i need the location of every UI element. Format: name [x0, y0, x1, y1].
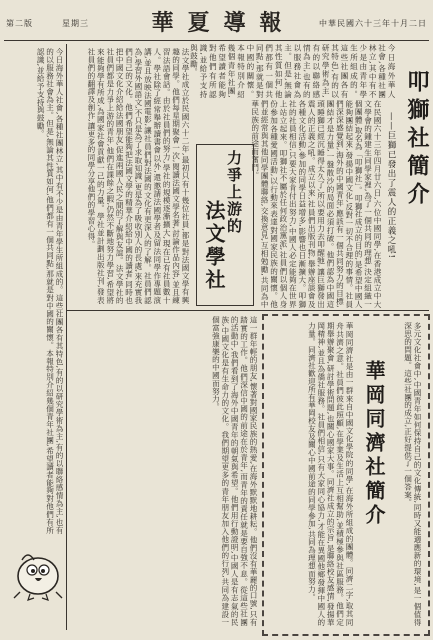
weekday: 星期三: [62, 19, 89, 28]
page-number: 第二版: [6, 19, 33, 28]
masthead: 華夏導報: [151, 10, 296, 36]
page-header: [4, 4, 429, 41]
article-body-koushi-top: 今日海外華人社會,各種社團林立,其中有不少是由青年學生所組成的。這些社團各有其特色,有的以研究學術為主,有的以聯絡感情為主,也有的以服務社會為主。但是,無論其性質如何,他們都有一個共同點,那就是對中國的關懷。本報特別介紹幾個青年社團,希望讀者能夠對他們有所認識,並給予支持與鼓勵。: [189, 44, 396, 98]
divider: [196, 310, 429, 311]
article-body-huagang: 華岡同濟社是由一群來自中國文化學院的同學,在海外所組成的團體。同濟二字,取其同舟共濟之意。社員們彼此照顧,在學業及生活上互相幫助,並積極參與社區服務。他們定期舉辦聚會,研討學術問題,也關心國家大事。同濟社成立的宗旨,是聯絡校友感情,發揚華岡精神,並且為僑社服務。社員們相信,只有大家同心協力,才能在異國他鄉發揮中國人的力量。同濟社歡迎所有華岡校友及關心中國前途的同學參加,共同為理想而努力。: [307, 322, 354, 626]
cartoon-bird-illustration: [8, 540, 70, 602]
article-subtitle-koushi: ——巨獅已發出了震人的正義之吼!: [386, 112, 396, 259]
issue-date: 中華民國六十三年十月二日: [319, 19, 427, 28]
article-body-french: 法文學社成立於民國六十二年,最初只有十幾位社員,都是對法國文學有興趣的同學。他們每星期聚會一次,閱讀法國文學名著,討論作品內容,並且練習法語會話。由於社員們的努力,學社的規模逐漸擴大,現在已有社員數十人。學社除了經常舉辦讀書會以外,還邀請法國學者及留法同學作專題演講,並且放映法國電影,讓社員們對法國的文化有更深入的了解。社員們認為,學習外國語文,不只是為了求取知識,更是為了吸收別人的長處,來充實我們自己的文化。他們希望能夠把法國文學的精華介紹給中國的讀者,同時也把中國文化介紹給法國朋友,促進兩國人民之間的了解與友誼。法文學社的社員們都是力爭上游的青年,他們在課餘之暇,仍然不斷地努力學習,希望將來能夠學有所成,為國家社會貢獻一己的力量。學社並計劃出版社刊,發表社員們的翻譯及創作,讓更多的同學分享他們的學習心得。: [86, 48, 190, 304]
article-title-french: 法文學社: [202, 200, 226, 292]
article-title-huagang: 華岡同濟社簡介: [362, 360, 386, 528]
article-body-koushi: 在民國六十三年四月廿六日,六位中國同學,在香港成立中大文學會的鍾建生同學家裡,為了一個共同的理想,決定組織一個團體,取名為「叩獅社」。叩獅社成立的目的,是希望中國人能夠團結起來,發揚中國文化,反對一切不合理的事情。社員們深深感覺到,海外的中國青年,應該有一個共同努力的目標,團結才是力量,一盤散沙的局面必須打破。他們認為中國這頭睡獅已經沉睡得太久了,所以要用力去叩醒牠,讓巨獅發出震人的正義之吼。成立以來,社員們出版刊物,舉辦座談會及各種文化活動,參加的同學日益增多,影響也日漸擴大。叩獅社的社員相信,只要大家肯付出努力,中國人必定能夠在世界上站立起來。叩獅社不屬於任何政治黨派,社員們以個人身份參加各種愛國活動,以行動來表達對國家民族的關懷。他們並經常與其他同學團體聯絡,交換意見,互相勉勵,共同為中華民族的前途而奮鬥。: [250, 100, 382, 308]
article-kicker-french: 力爭上游的: [225, 150, 243, 235]
article-body-left-column: 今日海外華人社會,各種社團林立,其中有不少是由青年學生所組成的。這些社團各有其特色,有的以研究學術為主,有的以聯絡感情為主,也有的以服務社會為主。但是,無論其性質如何,他們都有一個共同點,那就是對中國的關懷。本報特別介紹幾個青年社團,希望讀者能夠對他們有所認識,並給予支持與鼓勵。: [36, 48, 64, 534]
article-body-center-lower: 這一群年輕的朋友,懷著對國家民族的熱愛,在海外默默地耕耘。他們沒有華麗的口號,只有踏實的工作。他們深信中國的前途在於青年,而青年的責任就是要自強不息。從這些社團的活動中,我們看到了海外中國青年的朝氣與希望。他們用行動證明,中國人是有志氣的民族,中國文化是有生命力的文化。我們期望更多的青年朋友加入他們的行列,共同為建設一個富強康樂的中國而努力。: [211, 316, 258, 626]
divider: [66, 310, 196, 311]
article-title-koushi: 叩獅社簡介: [404, 70, 430, 210]
article-body-huagang-right: 多元文化社會中,中國青年如何保持自己的文化傳統,同時又能適應新的環境,是一個值得深思的問題。這些社團的成立,正好提供了一個答案。: [403, 322, 422, 626]
